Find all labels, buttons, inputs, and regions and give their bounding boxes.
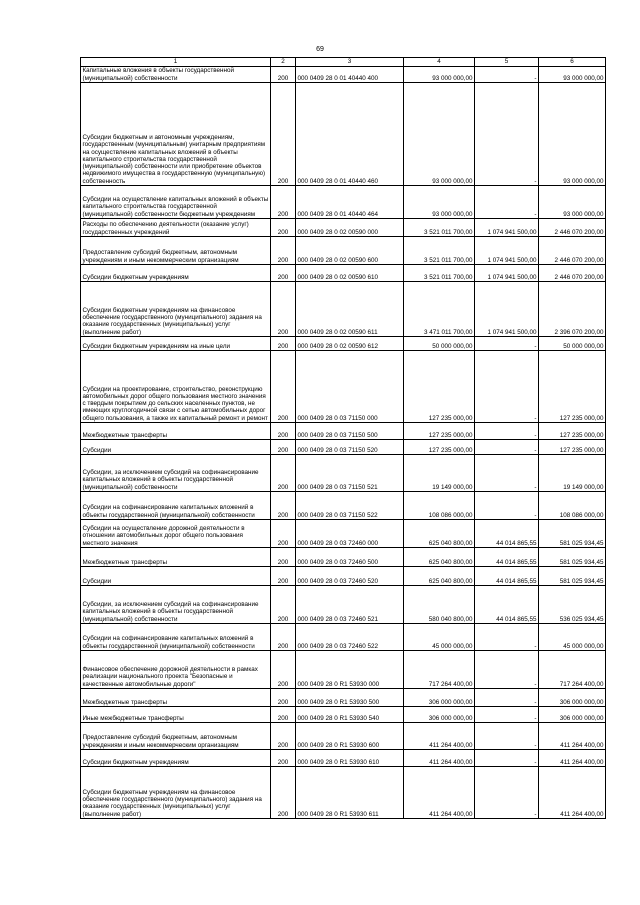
table-cell-classification: 000 0409 28 0 03 71150 522 — [296, 492, 404, 520]
table-cell-name: Субсидии бюджетным учреждениям — [81, 750, 271, 767]
table-cell-approved: 411 264 400,00 — [404, 767, 475, 819]
table-cell-remaining: 306 000 000,00 — [539, 707, 606, 723]
table-cell-remaining: 45 000 000,00 — [539, 624, 606, 651]
table-row — [81, 750, 606, 767]
table-row — [81, 492, 606, 520]
table-cell-name: Субсидии бюджетным учреждениям на иные цели — [81, 337, 271, 351]
table-cell-name: Расходы по обеспечению деятельности (оказание услуг) государственных учреждений — [81, 219, 271, 237]
table-cell-name: Межбюджетные трансферты — [81, 423, 271, 440]
table-row — [81, 83, 606, 186]
table-cell-executed: - — [475, 723, 539, 750]
table-cell-remaining: 127 235 000,00 — [539, 423, 606, 440]
table-cell-executed: 1 074 941 500,00 — [475, 219, 539, 237]
table-cell-approved: 93 000 000,00 — [404, 83, 475, 186]
table-cell-approved: 625 040 800,00 — [404, 567, 475, 586]
table-cell-code: 200 — [271, 624, 296, 651]
table-cell-approved: 19 149 000,00 — [404, 455, 475, 492]
table-cell-remaining: 411 264 400,00 — [539, 750, 606, 767]
table-row — [81, 651, 606, 689]
table-cell-code: 200 — [271, 651, 296, 689]
table-cell-name: Субсидии, за исключением субсидий на софинансирование капитальных вложений в объекты государственной (муниципальной) собственности — [81, 455, 271, 492]
table-cell-code: 200 — [271, 586, 296, 624]
table-row — [81, 455, 606, 492]
table-cell-name: Межбюджетные трансферты — [81, 689, 271, 707]
table-cell-remaining: 536 025 934,45 — [539, 586, 606, 624]
table-cell-executed: 1 074 941 500,00 — [475, 265, 539, 282]
table-row — [81, 237, 606, 265]
table-row — [81, 440, 606, 455]
table-cell-code: 200 — [271, 567, 296, 586]
table-cell-classification: 000 0409 28 0 03 72460 000 — [296, 520, 404, 548]
budget-table — [80, 57, 606, 819]
table-cell-name: Субсидии на софинансирование капитальных вложений в объекты государственной (муниципальной) собственности — [81, 492, 271, 520]
table-cell-executed: - — [475, 67, 539, 83]
table-cell-name: Субсидии на проектирование, строительство, реконструкцию автомобильных дорог общего пользования местного значения с твердым покрытием до сельских населенных пунктов, не имеющих круглогодичной связи с сетью автомобильных дорог общего пользования, а также их капитальный ремонт и ремонт — [81, 351, 271, 423]
table-row — [81, 689, 606, 707]
table-cell-code: 200 — [271, 83, 296, 186]
table-cell-name: Иные межбюджетные трансферты — [81, 707, 271, 723]
table-row — [81, 548, 606, 567]
table-cell-executed: 44 014 865,55 — [475, 548, 539, 567]
table-cell-executed: - — [475, 455, 539, 492]
table-cell-executed: - — [475, 423, 539, 440]
table-cell-code: 200 — [271, 520, 296, 548]
table-row — [81, 337, 606, 351]
table-cell-name: Капитальные вложения в объекты государственной (муниципальной) собственности — [81, 67, 271, 83]
table-cell-remaining: 717 264 400,00 — [539, 651, 606, 689]
table-cell-code: 200 — [271, 440, 296, 455]
table-cell-approved: 3 521 011 700,00 — [404, 265, 475, 282]
table-cell-name: Субсидии, за исключением субсидий на софинансирование капитальных вложений в объекты государственной (муниципальной) собственности — [81, 586, 271, 624]
table-cell-approved: 127 235 000,00 — [404, 423, 475, 440]
table-cell-approved: 625 040 800,00 — [404, 548, 475, 567]
table-cell-remaining: 581 025 934,45 — [539, 548, 606, 567]
table-cell-remaining: 581 025 934,45 — [539, 567, 606, 586]
table-cell-approved: 625 040 800,00 — [404, 520, 475, 548]
table-cell-remaining: 2 446 070 200,00 — [539, 237, 606, 265]
table-cell-executed: - — [475, 440, 539, 455]
table-cell-approved: 3 521 011 700,00 — [404, 237, 475, 265]
table-row — [81, 67, 606, 83]
table-cell-remaining: 411 264 400,00 — [539, 767, 606, 819]
table-cell-classification: 000 0409 28 0 02 00590 610 — [296, 265, 404, 282]
column-header: 6 — [539, 58, 606, 67]
table-cell-classification: 000 0409 28 0 03 72460 522 — [296, 624, 404, 651]
table-cell-name: Субсидии бюджетным и автономным учреждениям, государственным (муниципальным) унитарным предприятиям на осуществление капитальных вложений в объекты капитального строительства государственной (муниципальной) собственности или приобретение объектов недвижимого имущества в государственную (муниципальную) собственность — [81, 83, 271, 186]
table-cell-classification: 000 0409 28 0 R1 53930 500 — [296, 689, 404, 707]
table-cell-classification: 000 0409 28 0 03 71150 520 — [296, 440, 404, 455]
table-cell-code: 200 — [271, 282, 296, 337]
table-cell-remaining: 2 446 070 200,00 — [539, 219, 606, 237]
table-cell-executed: - — [475, 83, 539, 186]
table-cell-code: 200 — [271, 265, 296, 282]
table-cell-remaining: 19 149 000,00 — [539, 455, 606, 492]
table-row — [81, 423, 606, 440]
table-cell-code: 200 — [271, 548, 296, 567]
table-cell-executed: - — [475, 351, 539, 423]
header-row — [81, 58, 606, 67]
table-cell-executed: 44 014 865,55 — [475, 520, 539, 548]
table-row — [81, 567, 606, 586]
table-cell-name: Субсидии бюджетным учреждениям — [81, 265, 271, 282]
table-cell-classification: 000 0409 28 0 01 40440 460 — [296, 83, 404, 186]
table-cell-name: Субсидии — [81, 440, 271, 455]
table-cell-name: Межбюджетные трансферты — [81, 548, 271, 567]
table-cell-executed: - — [475, 492, 539, 520]
table-cell-classification: 000 0409 28 0 R1 53930 611 — [296, 767, 404, 819]
table-row — [81, 723, 606, 750]
table-cell-name: Субсидии на софинансирование капитальных вложений в объекты государственной (муниципальной) собственности — [81, 624, 271, 651]
table-cell-name: Предоставление субсидий бюджетным, автономным учреждениям и иным некоммерческим организациям — [81, 237, 271, 265]
table-cell-executed: 44 014 865,55 — [475, 567, 539, 586]
column-header: 2 — [271, 58, 296, 67]
table-cell-approved: 108 086 000,00 — [404, 492, 475, 520]
table-cell-approved: 717 264 400,00 — [404, 651, 475, 689]
table-cell-name: Субсидии на осуществление дорожной деятельности в отношении автомобильных дорог общего пользования местного значения — [81, 520, 271, 548]
table-cell-classification: 000 0409 28 0 03 72460 520 — [296, 567, 404, 586]
table-cell-remaining: 127 235 000,00 — [539, 440, 606, 455]
table-row — [81, 219, 606, 237]
table-cell-remaining: 306 000 000,00 — [539, 689, 606, 707]
table-cell-code: 200 — [271, 750, 296, 767]
table-row — [81, 186, 606, 219]
column-header: 5 — [475, 58, 539, 67]
table-cell-code: 200 — [271, 767, 296, 819]
table-cell-remaining: 127 235 000,00 — [539, 351, 606, 423]
table-cell-approved: 127 235 000,00 — [404, 351, 475, 423]
table-cell-code: 200 — [271, 689, 296, 707]
table-cell-classification: 000 0409 28 0 02 00590 600 — [296, 237, 404, 265]
table-cell-classification: 000 0409 28 0 02 00590 612 — [296, 337, 404, 351]
table-cell-executed: - — [475, 689, 539, 707]
table-cell-remaining: 411 264 400,00 — [539, 723, 606, 750]
table-cell-approved: 127 235 000,00 — [404, 440, 475, 455]
table-cell-classification: 000 0409 28 0 02 00590 611 — [296, 282, 404, 337]
table-cell-code: 200 — [271, 707, 296, 723]
table-cell-executed: 44 014 865,55 — [475, 586, 539, 624]
table-cell-classification: 000 0409 28 0 02 00590 000 — [296, 219, 404, 237]
table-cell-executed: - — [475, 707, 539, 723]
table-cell-approved: 411 264 400,00 — [404, 750, 475, 767]
table-cell-executed: - — [475, 767, 539, 819]
table-row — [81, 282, 606, 337]
table-cell-code: 200 — [271, 67, 296, 83]
table-cell-remaining: 93 000 000,00 — [539, 67, 606, 83]
table-cell-code: 200 — [271, 237, 296, 265]
table-row — [81, 624, 606, 651]
table-cell-code: 200 — [271, 423, 296, 440]
table-cell-remaining: 50 000 000,00 — [539, 337, 606, 351]
table-cell-executed: - — [475, 750, 539, 767]
table-cell-remaining: 93 000 000,00 — [539, 186, 606, 219]
table-cell-classification: 000 0409 28 0 03 72460 500 — [296, 548, 404, 567]
column-header: 4 — [404, 58, 475, 67]
table-cell-approved: 580 040 800,00 — [404, 586, 475, 624]
table-cell-classification: 000 0409 28 0 03 71150 000 — [296, 351, 404, 423]
table-cell-classification: 000 0409 28 0 R1 53930 600 — [296, 723, 404, 750]
table-cell-classification: 000 0409 28 0 03 71150 521 — [296, 455, 404, 492]
table-cell-approved: 93 000 000,00 — [404, 186, 475, 219]
table-cell-remaining: 2 396 070 200,00 — [539, 282, 606, 337]
table-row — [81, 707, 606, 723]
table-cell-code: 200 — [271, 219, 296, 237]
table-cell-executed: - — [475, 651, 539, 689]
table-cell-approved: 306 000 000,00 — [404, 707, 475, 723]
table-cell-executed: - — [475, 337, 539, 351]
table-cell-remaining: 108 086 000,00 — [539, 492, 606, 520]
table-cell-code: 200 — [271, 351, 296, 423]
column-header: 1 — [81, 58, 271, 67]
table-cell-name: Субсидии бюджетным учреждениям на финансовое обеспечение государственного (муниципального) задания на оказание государственных (муниципальных) услуг (выполнение работ) — [81, 767, 271, 819]
table-cell-code: 200 — [271, 723, 296, 750]
table-cell-classification: 000 0409 28 0 R1 53930 540 — [296, 707, 404, 723]
table-cell-classification: 000 0409 28 0 01 40440 464 — [296, 186, 404, 219]
table-row — [81, 767, 606, 819]
table-cell-name: Субсидии на осуществление капитальных вложений в объекты капитального строительства государственной (муниципальной) собственности бюджетным учреждениям — [81, 186, 271, 219]
table-cell-code: 200 — [271, 337, 296, 351]
table-cell-code: 200 — [271, 492, 296, 520]
table-cell-code: 200 — [271, 186, 296, 219]
table-cell-classification: 000 0409 28 0 R1 53930 610 — [296, 750, 404, 767]
column-header: 3 — [296, 58, 404, 67]
table-row — [81, 520, 606, 548]
table-row — [81, 586, 606, 624]
table-cell-name: Субсидии бюджетным учреждениям на финансовое обеспечение государственного (муниципального) задания на оказание государственных (муниципальных) услуг (выполнение работ) — [81, 282, 271, 337]
table-cell-approved: 93 000 000,00 — [404, 67, 475, 83]
table-cell-remaining: 93 000 000,00 — [539, 83, 606, 186]
table-cell-classification: 000 0409 28 0 03 71150 500 — [296, 423, 404, 440]
page-number: 69 — [316, 46, 324, 53]
table-cell-executed: - — [475, 624, 539, 651]
table-cell-executed: 1 074 941 500,00 — [475, 282, 539, 337]
table-cell-executed: - — [475, 186, 539, 219]
table-cell-classification: 000 0409 28 0 R1 53930 000 — [296, 651, 404, 689]
table-cell-approved: 411 264 400,00 — [404, 723, 475, 750]
table-cell-approved: 3 521 011 700,00 — [404, 219, 475, 237]
table-cell-code: 200 — [271, 455, 296, 492]
table-cell-executed: 1 074 941 500,00 — [475, 237, 539, 265]
table-cell-approved: 306 000 000,00 — [404, 689, 475, 707]
table-cell-remaining: 2 446 070 200,00 — [539, 265, 606, 282]
table-cell-approved: 45 000 000,00 — [404, 624, 475, 651]
table-row — [81, 351, 606, 423]
table-cell-approved: 3 471 011 700,00 — [404, 282, 475, 337]
table-cell-name: Субсидии — [81, 567, 271, 586]
table-cell-approved: 50 000 000,00 — [404, 337, 475, 351]
table-row — [81, 265, 606, 282]
table-cell-name: Предоставление субсидий бюджетным, автономным учреждениям и иным некоммерческим организациям — [81, 723, 271, 750]
table-cell-classification: 000 0409 28 0 03 72460 521 — [296, 586, 404, 624]
table-cell-name: Финансовое обеспечение дорожной деятельности в рамках реализации национального проекта "Безопасные и качественные автомобильные дороги" — [81, 651, 271, 689]
table-cell-classification: 000 0409 28 0 01 40440 400 — [296, 67, 404, 83]
table-cell-remaining: 581 025 934,45 — [539, 520, 606, 548]
